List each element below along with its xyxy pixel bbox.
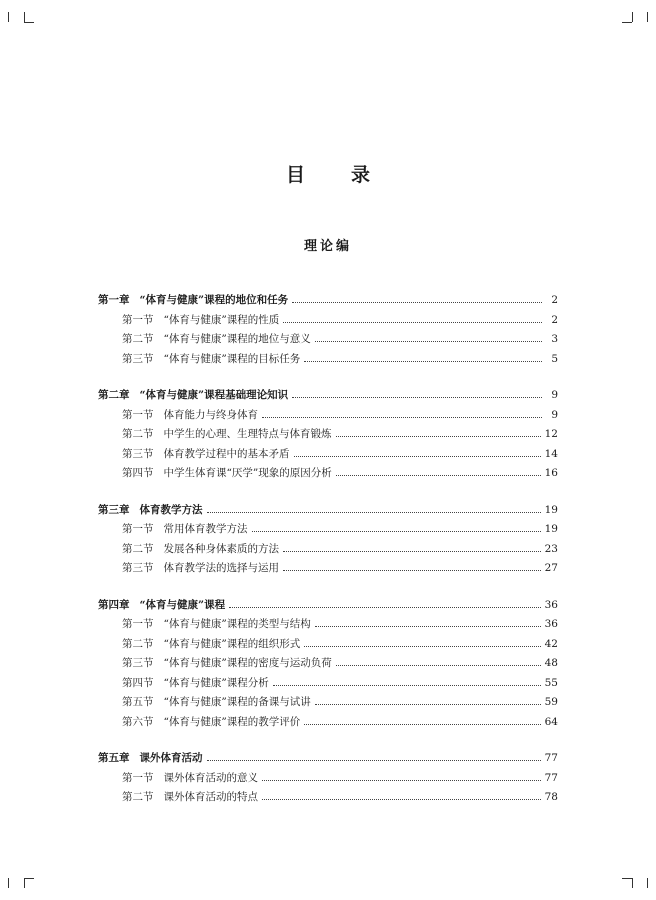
toc-section-entry-page-number: 78 (544, 791, 558, 803)
toc-chapter-entry-page-number: 9 (551, 389, 558, 401)
toc-section-entry-title: 常用体育教学方法 (163, 523, 248, 535)
chapter-group (98, 597, 558, 734)
toc-section-entry-page-number: 59 (544, 696, 558, 708)
toc-chapter-entry[interactable] (98, 502, 558, 522)
toc-section-entry-label: 第一节 (122, 523, 154, 535)
toc-chapter-entry-title: “体育与健康”课程基础理论知识 (139, 389, 289, 401)
toc-section-entry-title: “体育与健康”课程的组织形式 (163, 637, 301, 650)
crop-mark (8, 878, 9, 888)
toc-section-entry-label: 第二节 (122, 791, 154, 803)
crop-mark (24, 12, 25, 22)
toc-section-entry-page-number: 19 (544, 523, 558, 535)
chapter-group (98, 387, 558, 485)
toc-chapter-entry-page-number: 2 (551, 294, 558, 306)
dot-leader (336, 435, 541, 437)
toc-section-entry-page-number: 2 (551, 313, 558, 326)
toc-section-entry-title: “体育与健康”课程的备课与试讲 (163, 696, 311, 708)
dot-leader (283, 569, 541, 571)
toc-section-entry-title: “体育与健康”课程分析 (163, 676, 269, 689)
toc-section-entry[interactable] (98, 636, 558, 656)
dot-leader (252, 530, 541, 532)
toc-section-entry[interactable] (98, 465, 558, 485)
toc-section-entry-label: 第三节 (122, 562, 154, 574)
crop-mark (632, 12, 633, 22)
toc-section-entry-label: 第二节 (122, 637, 154, 650)
toc-section-entry-page-number: 9 (551, 408, 558, 421)
toc-section-entry-title: 课外体育活动的意义 (163, 771, 258, 784)
crop-mark (622, 22, 632, 23)
toc-section-entry-page-number: 42 (544, 637, 558, 650)
dot-leader (294, 455, 541, 457)
toc-section-entry[interactable] (98, 426, 558, 446)
toc-section-entry-page-number: 77 (544, 771, 558, 784)
dot-leader (336, 474, 541, 476)
toc-section-entry[interactable] (98, 616, 558, 636)
toc-chapter-entry[interactable] (98, 750, 558, 770)
toc-section-entry-page-number: 48 (544, 657, 558, 669)
toc-section-entry-title: “体育与健康”课程的教学评价 (163, 715, 301, 728)
chapter-group (98, 750, 558, 809)
dot-leader (273, 684, 541, 686)
toc-section-entry-label: 第二节 (122, 542, 154, 555)
toc-chapter-entry-page-number: 36 (544, 598, 558, 611)
toc-section-entry-label: 第四节 (122, 467, 154, 479)
dot-leader (207, 511, 541, 513)
toc-section-entry[interactable] (98, 351, 558, 371)
toc-section-entry[interactable] (98, 770, 558, 790)
toc-section-entry-label: 第一节 (122, 771, 154, 784)
toc-section-entry-page-number: 3 (551, 333, 558, 345)
toc-section-entry-title: 发展各种身体素质的方法 (163, 542, 279, 555)
crop-mark (647, 12, 648, 22)
dot-leader (262, 798, 541, 800)
toc-chapter-entry-page-number: 19 (544, 503, 558, 516)
toc-section-entry-label: 第六节 (122, 715, 154, 728)
chapter-group (98, 502, 558, 580)
toc-section-entry-page-number: 16 (544, 467, 558, 479)
toc-section-entry-page-number: 12 (544, 428, 558, 440)
toc-section-entry[interactable] (98, 560, 558, 580)
toc-section-entry-title: “体育与健康”课程的类型与结构 (163, 618, 311, 630)
toc-section-entry-title: 课外体育活动的特点 (163, 791, 258, 803)
toc-chapter-entry-label: 第四章 (98, 598, 130, 611)
toc-section-entry-page-number: 64 (544, 715, 558, 728)
chapter-group (98, 292, 558, 370)
dot-leader (292, 396, 542, 398)
toc-section-entry[interactable] (98, 789, 558, 809)
toc-section-entry-page-number: 14 (544, 447, 558, 460)
toc-section-entry-label: 第二节 (122, 428, 154, 440)
toc-section-entry-title: “体育与健康”课程的密度与运动负荷 (163, 657, 332, 669)
toc-chapter-entry[interactable] (98, 387, 558, 407)
dot-leader (262, 779, 541, 781)
toc-section-entry-title: “体育与健康”课程的目标任务 (163, 352, 301, 365)
toc-chapter-entry-title: 体育教学方法 (139, 503, 203, 516)
toc-chapter-entry-page-number: 77 (544, 752, 558, 764)
toc-section-entry-page-number: 27 (544, 562, 558, 574)
toc-chapter-entry-label: 第二章 (98, 389, 130, 401)
toc-section-entry-label: 第三节 (122, 352, 154, 365)
toc-chapter-entry-title: 课外体育活动 (139, 752, 203, 764)
toc-section-entry[interactable] (98, 675, 558, 695)
dot-leader (207, 759, 541, 761)
dot-leader (229, 606, 541, 608)
dot-leader (292, 301, 542, 303)
crop-mark (24, 878, 34, 879)
toc-section-entry[interactable] (98, 521, 558, 541)
dot-leader (304, 645, 540, 647)
toc-section-entry-label: 第一节 (122, 618, 154, 630)
dot-leader (315, 625, 541, 627)
toc-section-entry-label: 第二节 (122, 333, 154, 345)
toc-section-entry-title: 中学生体育课“厌学”现象的原因分析 (163, 467, 332, 479)
dot-leader (283, 321, 542, 323)
toc-section-entry-label: 第五节 (122, 696, 154, 708)
toc-section-entry-page-number: 36 (544, 618, 558, 630)
toc-section-entry-title: 体育教学过程中的基本矛盾 (163, 447, 290, 460)
toc-section-entry-title: 中学生的心理、生理特点与体育锻炼 (163, 428, 332, 440)
part-title: 理论编 (303, 239, 352, 254)
toc-section-entry-label: 第一节 (122, 408, 154, 421)
toc-section-entry[interactable] (98, 312, 558, 332)
toc-section-entry-label: 第三节 (122, 657, 154, 669)
dot-leader (315, 703, 541, 705)
toc-section-entry[interactable] (98, 446, 558, 466)
crop-mark (8, 12, 9, 22)
crop-mark (24, 22, 34, 23)
table-of-contents (98, 292, 558, 826)
toc-section-entry-label: 第三节 (122, 447, 154, 460)
crop-mark (647, 878, 648, 888)
toc-section-entry[interactable] (98, 407, 558, 427)
toc-section-entry[interactable] (98, 694, 558, 714)
toc-section-entry[interactable] (98, 331, 558, 351)
toc-section-entry-page-number: 5 (551, 352, 558, 365)
dot-leader (315, 340, 542, 342)
toc-section-entry[interactable] (98, 655, 558, 675)
dot-leader (304, 360, 542, 362)
crop-mark (24, 878, 25, 888)
toc-section-entry-page-number: 55 (544, 676, 558, 689)
toc-section-entry[interactable] (98, 714, 558, 734)
page-title: 目录 (285, 164, 416, 186)
crop-mark (622, 878, 632, 879)
dot-leader (283, 550, 541, 552)
toc-section-entry-label: 第一节 (122, 313, 154, 326)
toc-chapter-entry-label: 第五章 (98, 752, 130, 764)
toc-section-entry-title: 体育教学法的选择与运用 (163, 562, 279, 574)
toc-section-entry-title: “体育与健康”课程的地位与意义 (163, 333, 311, 345)
toc-section-entry-title: “体育与健康”课程的性质 (163, 313, 280, 326)
toc-chapter-entry-title: “体育与健康”课程的地位和任务 (139, 294, 289, 306)
toc-section-entry-page-number: 23 (544, 542, 558, 555)
dot-leader (262, 416, 542, 418)
toc-chapter-entry[interactable] (98, 292, 558, 312)
toc-section-entry-title: 体育能力与终身体育 (163, 408, 258, 421)
toc-chapter-entry-title: “体育与健康”课程 (139, 598, 226, 611)
toc-chapter-entry-label: 第三章 (98, 503, 130, 516)
crop-mark (632, 878, 633, 888)
toc-section-entry[interactable] (98, 541, 558, 561)
toc-chapter-entry[interactable] (98, 597, 558, 617)
dot-leader (336, 664, 541, 666)
toc-section-entry-label: 第四节 (122, 676, 154, 689)
dot-leader (304, 723, 540, 725)
toc-chapter-entry-label: 第一章 (98, 294, 130, 306)
